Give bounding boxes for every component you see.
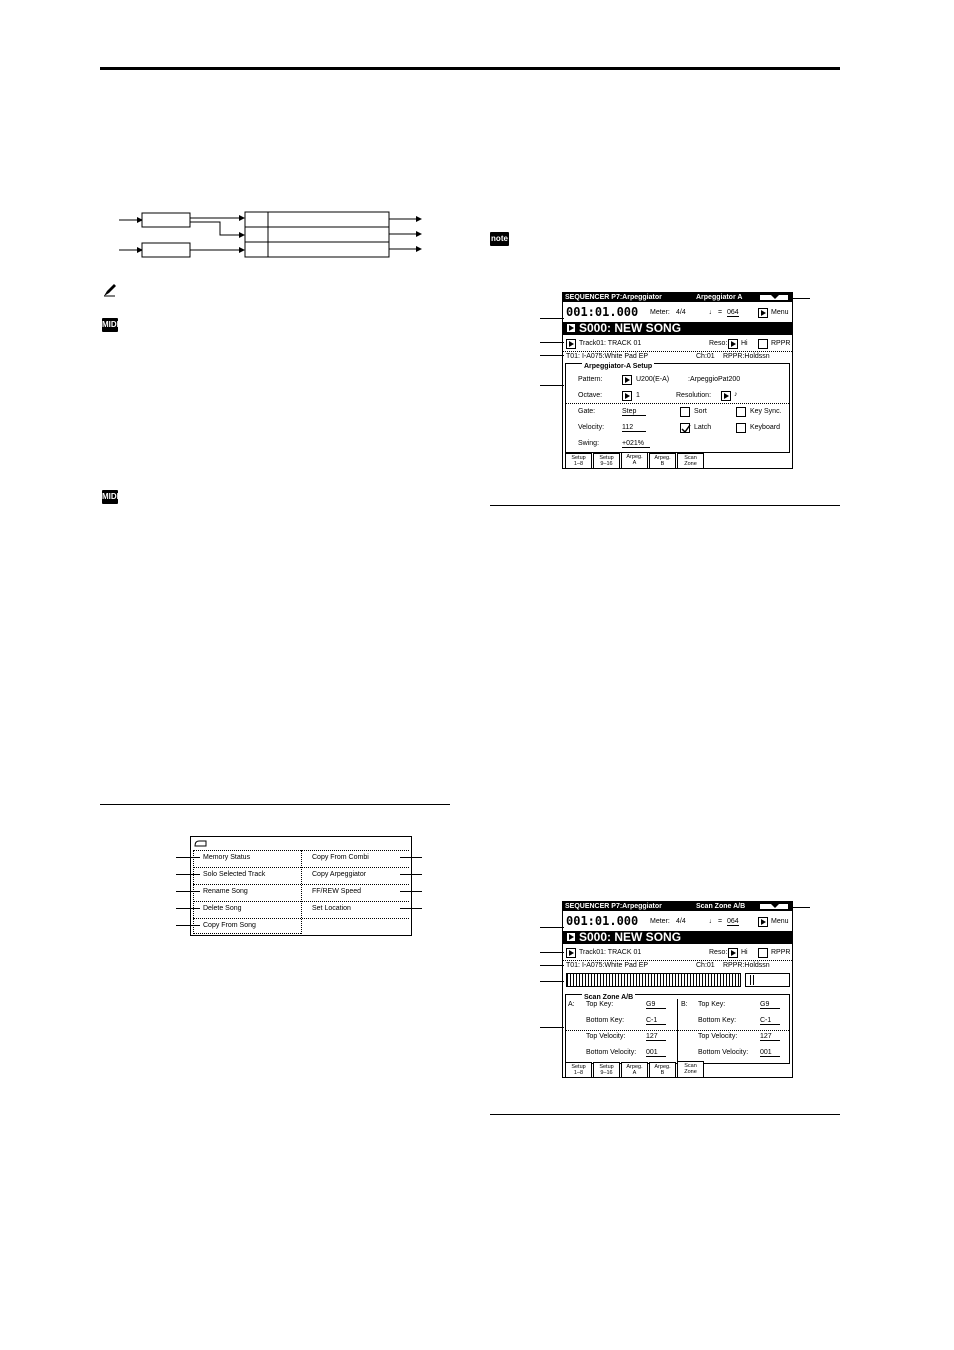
tab-scan-zone[interactable]: Scan Zone [677, 453, 704, 468]
a-bottom-key-value[interactable]: C-1 [646, 1017, 666, 1025]
scan-zone-panel [565, 994, 790, 1064]
arp-b-box [142, 243, 190, 257]
menu-button[interactable] [758, 917, 768, 927]
track-info: T01: I-A075:White Pad EP [566, 962, 649, 969]
menu-item-delete-song[interactable]: Delete Song [203, 905, 242, 912]
zone-b-label: B: [681, 1001, 688, 1008]
utility-menu-icon [194, 839, 208, 848]
b-top-key-value[interactable]: G9 [760, 1001, 780, 1009]
check-icon [681, 424, 691, 434]
pattern-button[interactable] [622, 375, 632, 385]
swing-label: Swing: [578, 440, 600, 447]
page-menu-dropdown[interactable] [759, 903, 789, 910]
b-bottom-velocity-value[interactable]: 001 [760, 1049, 780, 1057]
meter-label: Meter: [650, 309, 670, 316]
callout-line [540, 355, 564, 356]
meter-label: Meter: [650, 918, 670, 925]
tab-arpeg-b[interactable]: Arpeg. B [649, 1062, 676, 1077]
menu-item-set-location[interactable]: Set Location [312, 905, 351, 912]
callout-line [176, 874, 200, 875]
panel-title: Arpeggiator-A Setup [584, 363, 653, 370]
location-readout: 001:01.000 [566, 305, 639, 319]
reso-button[interactable] [728, 948, 738, 958]
divider [566, 1030, 789, 1031]
octave-button[interactable] [622, 391, 632, 401]
latch-label: Latch [694, 424, 712, 431]
tab-bar [563, 1061, 792, 1077]
reso-value[interactable]: Hi [741, 949, 748, 956]
latch-checkbox[interactable] [680, 423, 690, 433]
tab-setup-1-8[interactable]: Setup 1–8 [565, 453, 592, 468]
divider [193, 884, 409, 885]
sort-label: Sort [694, 408, 707, 415]
a-bottom-key-label: Bottom Key: [586, 1017, 625, 1024]
page-subtitle: Scan Zone A/B [696, 903, 746, 910]
a-bottom-velocity-label: Bottom Velocity: [586, 1049, 637, 1056]
tab-arpeg-a[interactable]: Arpeg. A [621, 452, 648, 468]
tempo-value[interactable]: 064 [727, 918, 739, 925]
track-select[interactable]: Track01: TRACK 01 [579, 949, 642, 956]
callout-line [176, 908, 200, 909]
menu-label: Menu [771, 309, 789, 316]
song-select[interactable]: S000: NEW SONG [563, 931, 792, 944]
keyboard-label: Keyboard [750, 424, 780, 431]
tempo-label: ♩ = [709, 309, 723, 316]
b-bottom-key-value[interactable]: C-1 [760, 1017, 780, 1025]
note-icon: note [490, 232, 509, 246]
menu-item-ff-rew-speed[interactable]: FF/REW Speed [312, 888, 362, 895]
tab-setup-1-8[interactable]: Setup 1–8 [565, 1062, 592, 1077]
utility-menu [190, 836, 412, 936]
tab-setup-9-16[interactable]: Setup 9–16 [593, 1062, 620, 1077]
rppr-checkbox[interactable] [758, 948, 768, 958]
reso-value[interactable]: Hi [741, 340, 748, 347]
divider [566, 403, 789, 404]
rppr-label: RPPR [771, 340, 791, 347]
reso-button[interactable] [728, 339, 738, 349]
tempo-value[interactable]: 064 [727, 309, 739, 316]
section-rule [490, 1114, 840, 1115]
tab-arpeg-b[interactable]: Arpeg. B [649, 453, 676, 468]
divider [193, 918, 409, 919]
menu-item-copy-arpeggiator[interactable]: Copy Arpeggiator [312, 871, 367, 878]
menu-item-solo-selected-track[interactable]: Solo Selected Track [203, 871, 266, 878]
section-rule [490, 505, 840, 506]
pattern-label: Pattern: [578, 376, 603, 383]
reso-label: Reso: [709, 949, 728, 956]
page-title: SEQUENCER P7:Arpeggiator [565, 903, 662, 910]
rppr-info: RPPR:Holdssn [723, 353, 770, 360]
b-top-velocity-value[interactable]: 127 [760, 1033, 780, 1041]
meter-value[interactable]: 4/4 [676, 918, 686, 925]
callout-line [176, 925, 200, 926]
b-top-velocity-label: Top Velocity: [698, 1033, 738, 1040]
menu-item-memory-status[interactable]: Memory Status [203, 854, 251, 861]
top-rule [100, 67, 840, 70]
a-top-velocity-value[interactable]: 127 [646, 1033, 666, 1041]
a-top-key-label: Top Key: [586, 1001, 614, 1008]
callout-line [540, 952, 564, 953]
resolution-button[interactable] [721, 391, 731, 401]
section-rule [100, 804, 450, 805]
song-select-button[interactable] [566, 932, 576, 942]
zone-a-label: A: [568, 1001, 575, 1008]
arp-setup-panel [565, 363, 790, 453]
tab-bar [563, 452, 792, 468]
swing-value[interactable]: +021% [622, 440, 650, 448]
pattern-value[interactable]: U200(E-A) [636, 376, 670, 383]
callout-line [400, 857, 422, 858]
divider [193, 901, 409, 902]
velocity-label: Velocity: [578, 424, 605, 431]
reso-label: Reso: [709, 340, 728, 347]
tab-setup-9-16[interactable]: Setup 9–16 [593, 453, 620, 468]
callout-line [540, 965, 564, 966]
caution-pen-icon [103, 283, 117, 297]
callout-line [540, 385, 564, 386]
menu-item-rename-song[interactable]: Rename Song [203, 888, 248, 895]
callout-line [400, 874, 422, 875]
song-select-button[interactable] [566, 323, 576, 333]
a-bottom-velocity-value[interactable]: 001 [646, 1049, 666, 1057]
octave-value[interactable]: 1 [636, 392, 640, 399]
b-bottom-key-label: Bottom Key: [698, 1017, 737, 1024]
a-top-velocity-label: Top Velocity: [586, 1033, 626, 1040]
panel-title: Scan Zone A/B [584, 994, 634, 1001]
page-menu-dropdown[interactable] [759, 294, 789, 301]
callout-line [400, 891, 422, 892]
midi-icon: MIDI [102, 490, 118, 504]
divider [563, 960, 792, 961]
callout-line [400, 908, 422, 909]
keyboard-display [566, 973, 741, 987]
resolution-value[interactable]: ♪ [734, 391, 738, 398]
octave-label: Octave: [578, 392, 603, 399]
menu-label: Menu [771, 918, 789, 925]
menu-item-copy-from-combi[interactable]: Copy From Combi [312, 854, 369, 861]
divider [301, 850, 302, 934]
callout-line [540, 342, 564, 343]
resolution-label: Resolution: [676, 392, 712, 399]
tab-scan-zone[interactable]: Scan Zone [677, 1061, 704, 1077]
callout-line [176, 857, 200, 858]
page-title: SEQUENCER P7:Arpeggiator [565, 294, 662, 301]
menu-button[interactable] [758, 308, 768, 318]
track-select[interactable]: Track01: TRACK 01 [579, 340, 642, 347]
meter-value[interactable]: 4/4 [676, 309, 686, 316]
callout-line [540, 318, 564, 319]
callout-line [788, 907, 810, 908]
tab-arpeg-a[interactable]: Arpeg. A [621, 1062, 648, 1077]
callout-line [176, 891, 200, 892]
track-info: T01: I-A075:White Pad EP [566, 353, 649, 360]
gate-label: Gate: [578, 408, 596, 415]
lcd-screen-arpeggiator-a [562, 292, 793, 469]
keyboard-checkbox[interactable] [736, 423, 746, 433]
screen-header [563, 902, 792, 911]
rppr-info: RPPR:Holdssn [723, 962, 770, 969]
callout-line [788, 298, 810, 299]
sort-checkbox[interactable] [680, 407, 690, 417]
pattern-name: :ArpeggioPat200 [688, 376, 741, 383]
song-select[interactable]: S000: NEW SONG [563, 322, 792, 335]
rppr-label: RPPR [771, 949, 791, 956]
a-top-key-value[interactable]: G9 [646, 1001, 666, 1009]
gate-value[interactable]: Step [622, 408, 646, 416]
arp-a-box [142, 213, 190, 227]
key-sync-checkbox[interactable] [736, 407, 746, 417]
b-top-key-label: Top Key: [698, 1001, 726, 1008]
lcd-screen-scan-zone [562, 901, 793, 1078]
velocity-display [745, 973, 790, 987]
key-sync-label: Key Sync. [750, 408, 782, 415]
channel-info: Ch:01 [696, 353, 715, 360]
rppr-checkbox[interactable] [758, 339, 768, 349]
callout-line [540, 981, 564, 982]
divider [677, 999, 678, 1063]
tempo-label: ♩ = [709, 918, 723, 925]
channel-info: Ch:01 [696, 962, 715, 969]
callout-line [540, 927, 564, 928]
divider [301, 850, 409, 851]
page-subtitle: Arpeggiator A [696, 294, 743, 301]
menu-item-copy-from-song[interactable]: Copy From Song [203, 922, 256, 929]
divider [193, 867, 409, 868]
track-select-button[interactable] [566, 339, 576, 349]
velocity-value[interactable]: 112 [622, 424, 646, 432]
location-readout: 001:01.000 [566, 914, 639, 928]
track-select-button[interactable] [566, 948, 576, 958]
midi-icon: MIDI [102, 318, 118, 332]
callout-line [540, 1027, 564, 1028]
screen-header [563, 293, 792, 302]
divider [563, 351, 792, 352]
b-bottom-velocity-label: Bottom Velocity: [698, 1049, 749, 1056]
signal-flow-diagram [115, 205, 435, 265]
